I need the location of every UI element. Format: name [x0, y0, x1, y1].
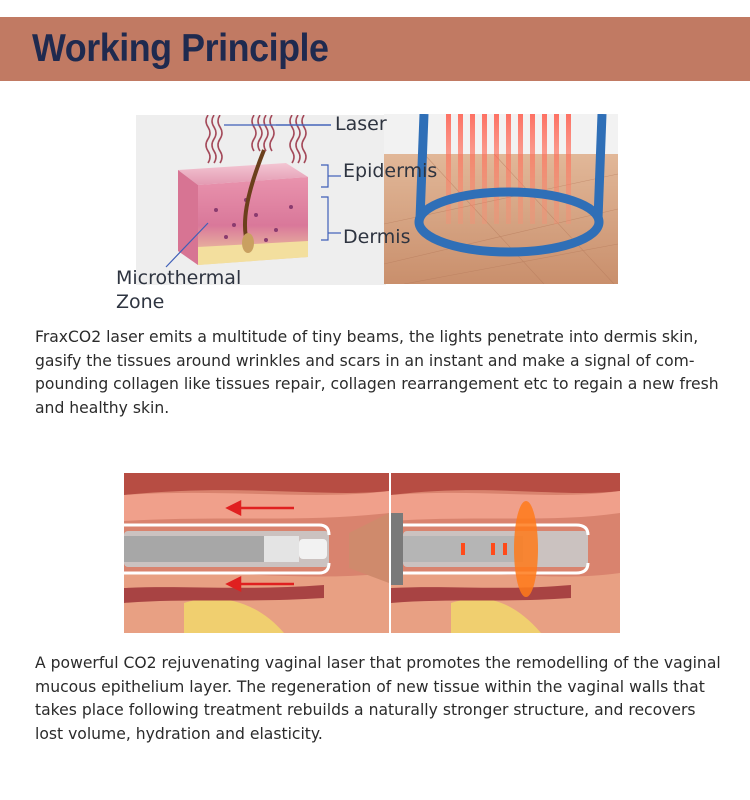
epidermis-label: Epidermis: [343, 160, 438, 182]
vaginal-probe-illustration-right: [391, 473, 620, 633]
page-title: Working Principle: [32, 27, 329, 70]
header-banner: [0, 17, 750, 81]
microthermal-zone-label-line2: Zone: [116, 291, 165, 313]
fraxco2-description: FraxCO2 laser emits a multitude of tiny beams, the lights penetrate into dermis skin, gasify the tissues around wrinkles and scars in an instant and make a signal of com-pounding collagen like tissues repair, collagen rearrangement etc to regain a new fresh and healthy skin.: [35, 328, 719, 417]
laser-handpiece-photo: [384, 114, 618, 284]
vaginal-laser-description: A powerful CO2 rejuvenating vaginal laser that promotes the remodelling of the vaginal mucous epithelium layer. The regeneration of new tissue within the vaginal walls that takes place following treatment rebuilds a naturally stronger structure, and recovers lost volume, hydration and elasticity.: [35, 654, 721, 743]
vaginal-probe-illustration-left: [124, 473, 389, 633]
laser-label: Laser: [335, 113, 387, 135]
microthermal-zone-label-line1: Microthermal: [116, 267, 242, 289]
dermis-label: Dermis: [343, 226, 411, 248]
skin-layers-illustration: [136, 115, 386, 285]
